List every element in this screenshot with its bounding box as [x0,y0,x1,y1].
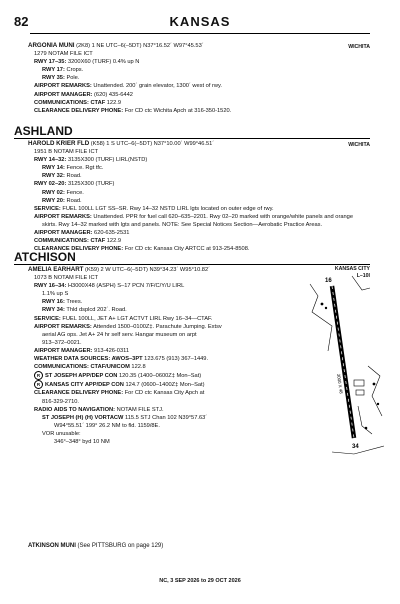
entry-text: FUEL 100LL, JET A+ LGT ACTVT LIRL Rwy 16–34—CTAF. [60,315,213,322]
atkinson-reference[interactable]: (See PITTSBURG on page 129) [75,543,164,549]
entry-text: Pole. [64,75,80,82]
entry-text: Unattended. PPR for fuel call 620–635–2201. Rwy 02–20 marked with orange/white panels and orange [91,213,353,220]
entry-text: 124.7 (0600–1400Z‡ Mon–Sat) [123,382,205,389]
entry-text: 122.8 [129,364,146,371]
entry-label: RWY 02: [42,189,65,196]
chart-name: KANSAS CITY [334,266,370,272]
entry-line [28,205,358,213]
entry-label: RWY 17: [42,67,65,74]
entry-line [28,58,318,66]
entry-text: 115.5 STJ Chan 102 N39°57.63´ [123,414,208,421]
runway-end-34-label: 34 [352,444,359,450]
entry-text: skirts. Rwy 14–32 marked with lgts and panels. NOTE: See Special Notices Section—Aerobatic Practice Areas. [42,221,323,228]
entry-line [28,347,298,355]
atkinson-title: ATKINSON MUNI [28,543,76,549]
entry-line [28,99,318,107]
entry-text: Fence. [64,189,84,196]
entry-text: 122.9 [105,238,122,245]
entry-line [28,323,298,331]
entry-line [28,164,358,172]
entry-text: VOR unusable: [42,430,81,437]
entry-line [28,213,358,221]
entry-line [28,414,298,422]
ashland-chart-label: WICHITA [348,142,370,148]
argonia-entry [28,42,318,115]
entry-text: W94°55.51´ 199° 26.2 NM to fld. 1159/8E. [54,422,160,429]
airport-header-info: (2K8) 1 NE UTC–6(–5DT) N37°16.52´ W97°45.53´ [74,43,204,49]
terrain-line [368,366,382,416]
entry-line [28,355,298,363]
entry-label: AIRPORT MANAGER: [34,347,93,354]
entry-text: 1073 B NOTAM FILE ICT [34,275,99,282]
entry-text: Thld dsplcd 202´. Road. [64,307,127,314]
entry-line [28,107,318,115]
entry-label: RWY 34: [42,307,65,314]
runway-end-16-label: 16 [325,278,332,284]
entry-line [28,172,358,180]
entry-line [28,290,298,298]
tree-icon [365,427,368,430]
entry-text: 913–372–0021. [42,339,82,346]
entry-label: AIRPORT MANAGER: [34,91,93,98]
entry-text: Unattended. 200´ grain elevator, 1300´ west of rwy. [91,83,222,90]
entry-label: COMMUNICATIONS: CTAF [34,99,106,106]
page-number: 82 [14,14,29,29]
entry-label: KANSAS CITY APP/DEP CON [45,382,124,389]
entry-text: NOTAM FILE STJ. [115,406,164,413]
entry-text: 122.9 [105,99,122,106]
runway-16-34 [332,286,354,438]
argonia-chart-label: WICHITA [348,44,370,50]
entry-label: RWY 16: [42,299,65,306]
airport-header-info: (K58) 1 S UTC–6(–5DT) N37°10.00´ W99°46.51´ [89,141,215,147]
entry-label: RWY 35: [42,75,65,82]
entry-text: 3200X60 (TURF) 0.4% up N [66,59,140,66]
entry-line [28,245,358,253]
entry-text: 816-329-2710. [42,398,79,405]
tree-icon [321,303,324,306]
airport-name: ARGONIA MUNI [28,42,75,49]
entry-label: AIRPORT REMARKS: [34,83,92,90]
entry-label: RWY 14: [42,165,65,172]
entry-line [28,82,318,90]
entry-label: CLEARANCE DELIVERY PHONE: [34,107,124,114]
entry-line [28,398,298,406]
entry-line [28,315,298,323]
entry-line [28,221,358,229]
entry-text: 620-635-2531 [92,230,130,237]
entry-label: RWY 16–34: [34,283,67,290]
airport-header-info: (K59) 2 W UTC–6(–5DT) N39°34.23´ W95°10.82´ [83,267,211,273]
city-ashland: ASHLAND [14,124,73,138]
entry-text: 346°–348° byd 10 NM [54,438,110,445]
entry-line [28,339,298,347]
entry-line [28,363,298,371]
airport-title [28,140,358,148]
entry-text: For CD ctc Wichita Apch at 316-350-1520. [123,107,232,114]
entry-line [28,156,358,164]
entry-line [28,438,298,446]
tree-icon [377,403,379,405]
entry-label: AIRPORT REMARKS: [34,213,92,220]
atchison-lines [28,274,298,446]
entry-label: CLEARANCE DELIVERY PHONE: [34,246,124,253]
entry-line [28,430,298,438]
entry-text: 1279 NOTAM FILE ICT [34,51,93,58]
radar-icon: R [34,371,43,380]
entry-line [28,274,298,282]
entry-label: RADIO AIDS TO NAVIGATION: [34,406,115,413]
entry-text: Fence. Rgt tfc. [64,165,104,172]
entry-line [28,237,358,245]
entry-line [28,74,318,82]
argonia-lines [28,50,318,115]
entry-label: SERVICE: [34,315,61,322]
entry-label: RWY 14–32: [34,157,67,164]
entry-text: For CD ctc Kansas City ARTCC at 913-254-8508. [123,246,250,253]
entry-line [28,406,298,414]
terrain-line [310,284,332,351]
entry-label: RWY 20: [42,197,65,204]
entry-line [28,371,298,380]
atchison-entry [28,266,298,446]
entry-text: Crops. [64,67,84,74]
entry-label: RWY 32: [42,173,65,180]
entry-text: 1951 B NOTAM FILE ICT [34,149,99,156]
entry-line [28,180,358,188]
entry-line [28,50,318,58]
entry-label: RWY 02–20: [34,181,67,188]
entry-text: H3000X48 (ASPH) S–17 PCN 7/F/C/Y/U LIRL [66,283,185,290]
entry-text: 1.1% up S [42,291,69,298]
atkinson-entry [28,543,163,549]
entry-text: 123.675 (913) 367–1449. [142,356,209,363]
entry-text: Road. [64,197,82,204]
ashland-entry [28,140,358,253]
entry-label: AIRPORT MANAGER: [34,230,93,237]
ashland-lines [28,148,358,253]
entry-text: For CD ctc Kansas City Apch at [123,390,205,397]
entry-text: 3135X300 (TURF) LIRL(NSTD) [66,157,148,164]
entry-line [28,282,298,290]
airport-name: AMELIA EARHART [28,266,84,273]
entry-label: COMMUNICATIONS: CTAF/UNICOM [34,364,130,371]
entry-line [28,422,298,430]
airport-name: HAROLD KRIER FLD [28,140,90,147]
entry-text: (620) 435-6442 [92,91,133,98]
entry-label: CLEARANCE DELIVERY PHONE: [34,390,124,397]
entry-line [28,380,298,389]
entry-text: FUEL 100LL LGT SS–SR. Rwy 14–32 NSTD LIRL lgts located on outer edge of rwy. [60,205,274,212]
terrain-lines [310,276,384,454]
airport-diagram [302,256,400,466]
entry-line [28,229,358,237]
header-rule [30,33,370,34]
entry-label: RWY 17–35: [34,59,67,66]
entry-line [28,189,358,197]
entry-text: 3125X300 (TURF) [66,181,115,188]
state-heading: KANSAS [169,14,231,29]
entry-label: WEATHER DATA SOURCES: AWOS–3PT [34,356,143,363]
entry-label: AIRPORT REMARKS: [34,323,92,330]
radar-icon: R [34,380,43,389]
entry-text: aerial AG ops. Jet A+ 24 hr self serv. Hangar museum on arpt [42,331,197,338]
airport-title [28,266,298,274]
entry-text: 120.35 (1400–0600Z‡ Mon–Sat) [117,373,202,380]
entry-line [28,148,358,156]
entry-line [28,91,318,99]
terrain-line [352,276,370,290]
entry-line [28,389,298,397]
hangar-building [356,390,364,395]
hangar-building [354,380,364,386]
entry-text: Road. [64,173,82,180]
footer-dates: NC, 3 SEP 2026 to 29 OCT 2026 [159,578,241,584]
entry-line [28,298,298,306]
entry-label: SERVICE: [34,205,61,212]
entry-text: Trees. [64,299,83,306]
entry-text: Attended 1500–0100Z‡. Parachute Jumping. Extsv [91,323,222,330]
city-atchison: ATCHISON [14,250,76,264]
entry-label: ST JOSEPH APP/DEP CON [45,373,118,380]
chart-number: L–10I [356,273,370,279]
terrain-line [358,406,372,434]
tree-icon [325,307,327,309]
entry-line [28,66,318,74]
entry-line [28,306,298,314]
entry-line [28,197,358,205]
airport-title [28,42,318,50]
entry-label: COMMUNICATIONS: CTAF [34,238,106,245]
city-rule-ashland [14,138,370,139]
runway-dimensions-label: 3000 X 48 [336,373,344,394]
entry-text: 913-426-0311 [92,347,130,354]
tree-icon [373,383,376,386]
entry-label: ST JOSEPH (H) (H) VORTACW [42,414,124,421]
entry-line [28,331,298,339]
